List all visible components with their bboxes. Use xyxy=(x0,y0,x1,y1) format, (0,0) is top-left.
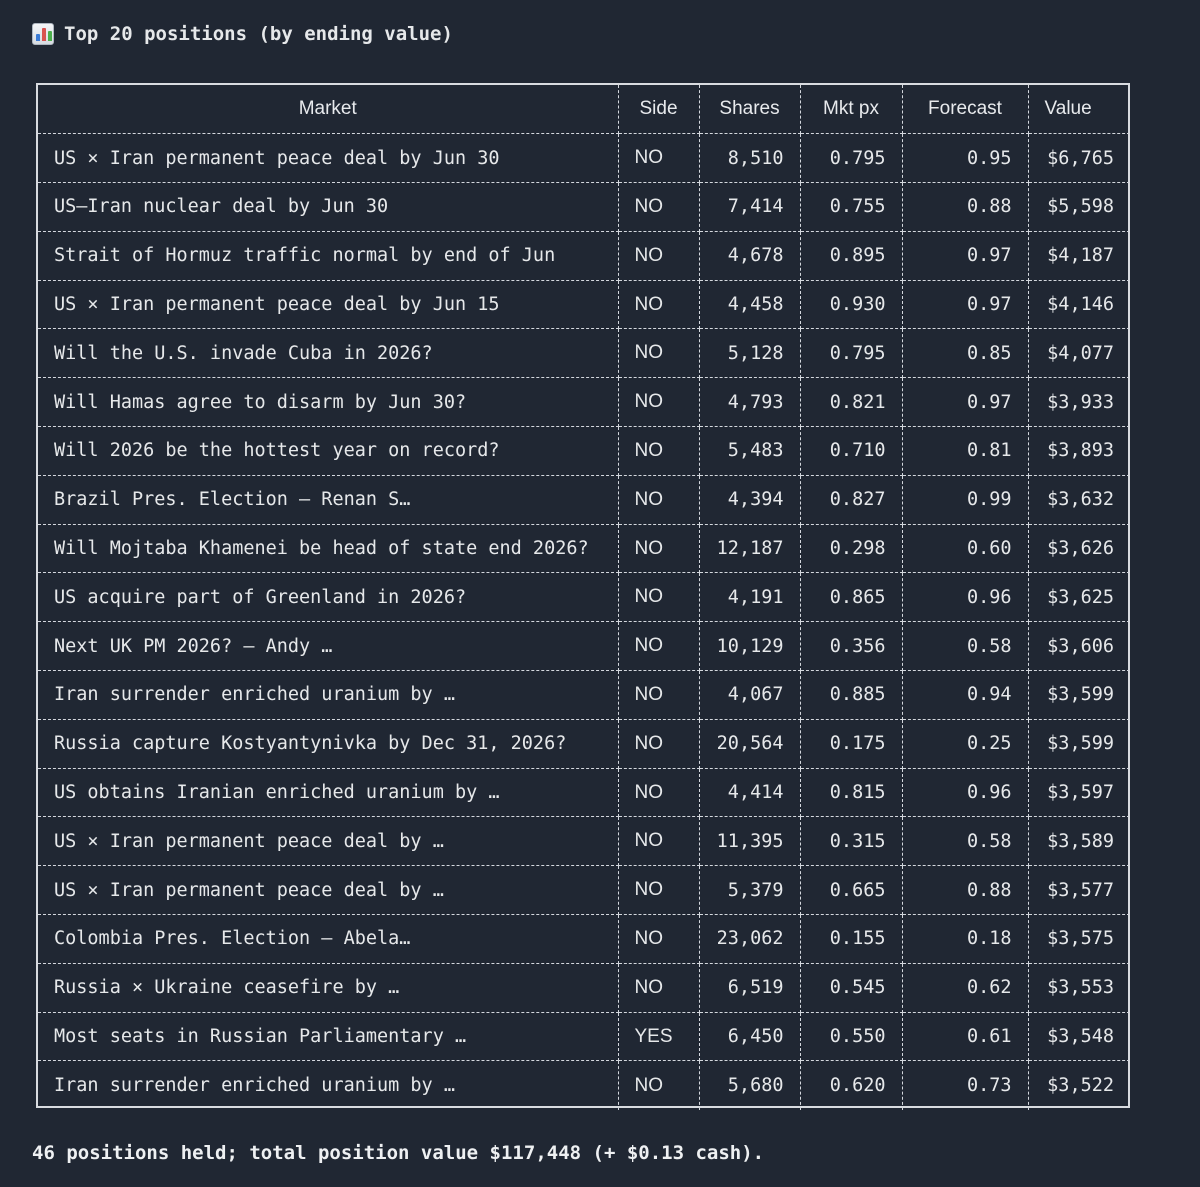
cell-value: $3,548 xyxy=(1028,1012,1130,1061)
section-heading xyxy=(32,20,453,48)
cell-mkt-px: 0.620 xyxy=(800,1061,902,1110)
table-row xyxy=(38,280,1130,329)
cell-value: $3,553 xyxy=(1028,963,1130,1012)
cell-shares: 4,414 xyxy=(699,768,800,817)
table-row xyxy=(38,378,1130,427)
cell-mkt-px: 0.665 xyxy=(800,866,902,915)
cell-value: $5,598 xyxy=(1028,183,1130,232)
cell-mkt-px: 0.545 xyxy=(800,963,902,1012)
cell-shares: 6,450 xyxy=(699,1012,800,1061)
column-header-value: Value xyxy=(1028,85,1130,134)
cell-side: NO xyxy=(618,231,699,280)
cell-mkt-px: 0.865 xyxy=(800,573,902,622)
cell-market: Most seats in Russian Parliamentary … xyxy=(38,1012,618,1061)
table-row xyxy=(38,768,1130,817)
cell-shares: 5,483 xyxy=(699,427,800,476)
column-header-forecast: Forecast xyxy=(902,85,1028,134)
cell-shares: 12,187 xyxy=(699,524,800,573)
positions-summary: 46 positions held; total position value $117,448 (+ $0.13 cash). xyxy=(32,1142,765,1164)
cell-market: Brazil Pres. Election — Renan S… xyxy=(38,475,618,524)
cell-shares: 4,394 xyxy=(699,475,800,524)
table-row xyxy=(38,915,1130,964)
cell-value: $3,599 xyxy=(1028,671,1130,720)
cell-side: NO xyxy=(618,280,699,329)
cell-mkt-px: 0.827 xyxy=(800,475,902,524)
cell-value: $3,625 xyxy=(1028,573,1130,622)
cell-forecast: 0.97 xyxy=(902,378,1028,427)
cell-side: NO xyxy=(618,1061,699,1110)
cell-market: Russia × Ukraine ceasefire by … xyxy=(38,963,618,1012)
cell-market: US obtains Iranian enriched uranium by … xyxy=(38,768,618,817)
cell-forecast: 0.61 xyxy=(902,1012,1028,1061)
cell-side: NO xyxy=(618,329,699,378)
cell-shares: 5,680 xyxy=(699,1061,800,1110)
cell-side: NO xyxy=(618,427,699,476)
cell-side: NO xyxy=(618,524,699,573)
table-row xyxy=(38,622,1130,671)
cell-forecast: 0.96 xyxy=(902,573,1028,622)
cell-market: Will Hamas agree to disarm by Jun 30? xyxy=(38,378,618,427)
cell-side: YES xyxy=(618,1012,699,1061)
cell-market: Will the U.S. invade Cuba in 2026? xyxy=(38,329,618,378)
cell-value: $3,632 xyxy=(1028,475,1130,524)
cell-value: $3,606 xyxy=(1028,622,1130,671)
table-row xyxy=(38,524,1130,573)
positions-table xyxy=(36,83,1130,1108)
cell-forecast: 0.97 xyxy=(902,231,1028,280)
table-row xyxy=(38,475,1130,524)
cell-shares: 20,564 xyxy=(699,719,800,768)
cell-mkt-px: 0.755 xyxy=(800,183,902,232)
bar-chart-icon xyxy=(32,23,54,45)
table-row xyxy=(38,329,1130,378)
table-row xyxy=(38,134,1130,183)
cell-market: Strait of Hormuz traffic normal by end of Jun xyxy=(38,231,618,280)
cell-market: Iran surrender enriched uranium by … xyxy=(38,1061,618,1110)
table-row xyxy=(38,1012,1130,1061)
cell-mkt-px: 0.155 xyxy=(800,915,902,964)
table-row xyxy=(38,817,1130,866)
cell-mkt-px: 0.298 xyxy=(800,524,902,573)
cell-side: NO xyxy=(618,378,699,427)
cell-side: NO xyxy=(618,866,699,915)
cell-side: NO xyxy=(618,622,699,671)
cell-forecast: 0.73 xyxy=(902,1061,1028,1110)
column-header-market: Market xyxy=(38,85,618,134)
cell-shares: 10,129 xyxy=(699,622,800,671)
cell-forecast: 0.58 xyxy=(902,817,1028,866)
table-row xyxy=(38,866,1130,915)
cell-mkt-px: 0.710 xyxy=(800,427,902,476)
cell-value: $3,589 xyxy=(1028,817,1130,866)
cell-mkt-px: 0.930 xyxy=(800,280,902,329)
cell-forecast: 0.58 xyxy=(902,622,1028,671)
cell-shares: 4,458 xyxy=(699,280,800,329)
cell-forecast: 0.97 xyxy=(902,280,1028,329)
cell-market: Will Mojtaba Khamenei be head of state end 2026? xyxy=(38,524,618,573)
cell-value: $3,575 xyxy=(1028,915,1130,964)
cell-mkt-px: 0.315 xyxy=(800,817,902,866)
cell-value: $6,765 xyxy=(1028,134,1130,183)
cell-forecast: 0.81 xyxy=(902,427,1028,476)
cell-value: $4,146 xyxy=(1028,280,1130,329)
cell-market: Iran surrender enriched uranium by … xyxy=(38,671,618,720)
cell-shares: 4,678 xyxy=(699,231,800,280)
cell-forecast: 0.18 xyxy=(902,915,1028,964)
table-row xyxy=(38,183,1130,232)
cell-side: NO xyxy=(618,134,699,183)
cell-side: NO xyxy=(618,475,699,524)
cell-value: $4,077 xyxy=(1028,329,1130,378)
cell-market: US—Iran nuclear deal by Jun 30 xyxy=(38,183,618,232)
column-header-shares: Shares xyxy=(699,85,800,134)
table-row xyxy=(38,573,1130,622)
cell-forecast: 0.25 xyxy=(902,719,1028,768)
cell-market: US × Iran permanent peace deal by Jun 30 xyxy=(38,134,618,183)
cell-side: NO xyxy=(618,719,699,768)
cell-shares: 23,062 xyxy=(699,915,800,964)
cell-mkt-px: 0.550 xyxy=(800,1012,902,1061)
cell-mkt-px: 0.821 xyxy=(800,378,902,427)
cell-shares: 6,519 xyxy=(699,963,800,1012)
table-row xyxy=(38,719,1130,768)
cell-market: US × Iran permanent peace deal by … xyxy=(38,817,618,866)
table-row xyxy=(38,1061,1130,1110)
cell-mkt-px: 0.815 xyxy=(800,768,902,817)
cell-market: US × Iran permanent peace deal by … xyxy=(38,866,618,915)
cell-side: NO xyxy=(618,768,699,817)
cell-shares: 4,067 xyxy=(699,671,800,720)
cell-side: NO xyxy=(618,573,699,622)
cell-side: NO xyxy=(618,817,699,866)
cell-market: Will 2026 be the hottest year on record? xyxy=(38,427,618,476)
cell-shares: 11,395 xyxy=(699,817,800,866)
cell-value: $3,522 xyxy=(1028,1061,1130,1110)
cell-forecast: 0.99 xyxy=(902,475,1028,524)
cell-market: Colombia Pres. Election — Abela… xyxy=(38,915,618,964)
cell-market: US acquire part of Greenland in 2026? xyxy=(38,573,618,622)
cell-forecast: 0.62 xyxy=(902,963,1028,1012)
cell-mkt-px: 0.795 xyxy=(800,329,902,378)
cell-shares: 7,414 xyxy=(699,183,800,232)
column-header-mkt-px: Mkt px xyxy=(800,85,902,134)
table-header-row xyxy=(38,85,1130,134)
cell-side: NO xyxy=(618,671,699,720)
cell-shares: 8,510 xyxy=(699,134,800,183)
cell-value: $3,933 xyxy=(1028,378,1130,427)
cell-shares: 4,793 xyxy=(699,378,800,427)
cell-side: NO xyxy=(618,963,699,1012)
cell-shares: 5,128 xyxy=(699,329,800,378)
cell-forecast: 0.94 xyxy=(902,671,1028,720)
cell-forecast: 0.88 xyxy=(902,866,1028,915)
cell-mkt-px: 0.795 xyxy=(800,134,902,183)
cell-forecast: 0.60 xyxy=(902,524,1028,573)
cell-side: NO xyxy=(618,915,699,964)
cell-shares: 5,379 xyxy=(699,866,800,915)
cell-forecast: 0.85 xyxy=(902,329,1028,378)
cell-forecast: 0.88 xyxy=(902,183,1028,232)
heading-title: Top 20 positions (by ending value) xyxy=(64,23,453,45)
cell-value: $3,599 xyxy=(1028,719,1130,768)
cell-mkt-px: 0.175 xyxy=(800,719,902,768)
table-row xyxy=(38,963,1130,1012)
cell-value: $4,187 xyxy=(1028,231,1130,280)
table-row xyxy=(38,671,1130,720)
cell-shares: 4,191 xyxy=(699,573,800,622)
column-header-side: Side xyxy=(618,85,699,134)
cell-forecast: 0.96 xyxy=(902,768,1028,817)
cell-market: Next UK PM 2026? — Andy … xyxy=(38,622,618,671)
cell-value: $3,626 xyxy=(1028,524,1130,573)
cell-side: NO xyxy=(618,183,699,232)
cell-mkt-px: 0.895 xyxy=(800,231,902,280)
cell-value: $3,577 xyxy=(1028,866,1130,915)
table-row xyxy=(38,427,1130,476)
cell-forecast: 0.95 xyxy=(902,134,1028,183)
cell-market: Russia capture Kostyantynivka by Dec 31, 2026? xyxy=(38,719,618,768)
cell-mkt-px: 0.885 xyxy=(800,671,902,720)
cell-mkt-px: 0.356 xyxy=(800,622,902,671)
cell-value: $3,893 xyxy=(1028,427,1130,476)
table-row xyxy=(38,231,1130,280)
cell-market: US × Iran permanent peace deal by Jun 15 xyxy=(38,280,618,329)
cell-value: $3,597 xyxy=(1028,768,1130,817)
